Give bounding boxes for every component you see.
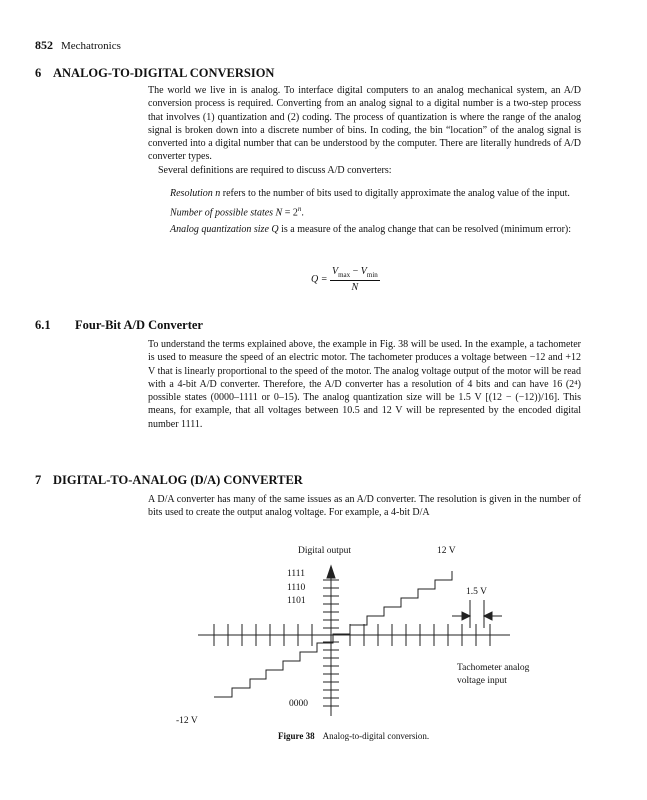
code-1101-label: 1101 (287, 596, 306, 606)
y-axis-arrow (327, 566, 335, 578)
section-7-title: DIGITAL-TO-ANALOG (D/A) CONVERTER (53, 473, 303, 487)
staircase-transfer (214, 571, 452, 697)
term-resolution: Resolution n (170, 188, 221, 199)
formula-vmax: V (331, 266, 339, 277)
formula-vmin: V (360, 266, 367, 277)
formula-minus: − (350, 266, 361, 277)
term-possible-states: Number of possible states N (170, 207, 283, 219)
figure-caption (278, 731, 429, 741)
definition-possible-states-end: . (301, 207, 304, 219)
x-axis-label-line1: Tachometer analog (457, 663, 530, 673)
bottom-left-neg12v-label: -12 V (176, 716, 198, 726)
formula-denominator: N (351, 282, 359, 293)
page-number: 852 (35, 38, 53, 52)
step-size-label: 1.5 V (466, 587, 487, 597)
definition-possible-states-text: = 2 (282, 207, 298, 219)
x-axis-label-line2: voltage input (457, 676, 507, 686)
section-6-1-paragraph: To understand the terms explained above, the example in Fig. 38 will be used. In the example, a tachometer is used to measure the speed of an electric motor. The tachometer produces a voltage between −12 and +12 V that is linearly proportional to the speed of the motor. The analog voltage output of the motor will be read with a 4-bit A/D converter. Therefore, the A/D converter has a resolution of 4 bits and can have 16 (2⁴) possible states (0000–1111 or 0–15). The analog quantization size will be 1.5 V [(12 − (−12))/16]. This means, for example, that all voltages between 10.5 and 12 V will be represented by the encoded digital number 1111. (148, 339, 581, 430)
code-1110-label: 1110 (287, 583, 306, 593)
step-arrowhead-right (484, 612, 492, 620)
code-1111-label: 1111 (287, 569, 305, 579)
running-title: Mechatronics (61, 40, 121, 52)
formula-sub-min: min (366, 271, 378, 279)
section-6-1-title: Four-Bit A/D Converter (75, 318, 203, 332)
section-6-1-number: 6.1 (35, 318, 51, 332)
y-axis-label: Digital output (298, 546, 352, 556)
top-right-12v-label: 12 V (437, 546, 456, 556)
caption-label: Figure 38 (278, 731, 315, 741)
step-arrowhead-left (462, 612, 470, 620)
formula-sub-max: max (338, 271, 351, 279)
definition-quantization-size-text: is a measure of the analog change that can be resolved (minimum error): (278, 223, 572, 235)
section-7-number: 7 (35, 473, 42, 487)
section-6-para1: The world we live in is analog. To interface digital computers to an analog mechanical system, an A/D conversion process is required. Converting from an analog signal to a digital number is a two-step process that involves (1) quantization and (2) coding. The process of quantization is where the range of the analog signal is broken down into a discrete number of bins. In coding, the bin “location” of the analog signal is converted into a digital number that can be understood by the computer. There are literally hundreds of A/D converter types. (148, 85, 581, 163)
term-quantization-size: Analog quantization size Q (170, 223, 279, 235)
section-6-number: 6 (35, 66, 42, 80)
caption-text: Analog-to-digital conversion. (322, 731, 430, 741)
formula-lhs: Q = (311, 273, 328, 285)
section-6-title: ANALOG-TO-DIGITAL CONVERSION (53, 66, 275, 80)
section-7-paragraph: A D/A converter has many of the same issues as an A/D converter. The resolution is given in the number of bits used to create the output analog voltage. For example, a 4-bit D/A (148, 494, 581, 519)
section-6-para2: Several definitions are required to discuss A/D converters: (158, 164, 392, 176)
exponent-n: n (297, 205, 302, 214)
definition-resolution-text: refers to the number of bits used to digitally approximate the analog value of the input. (220, 188, 570, 199)
code-0000-label: 0000 (289, 699, 308, 709)
